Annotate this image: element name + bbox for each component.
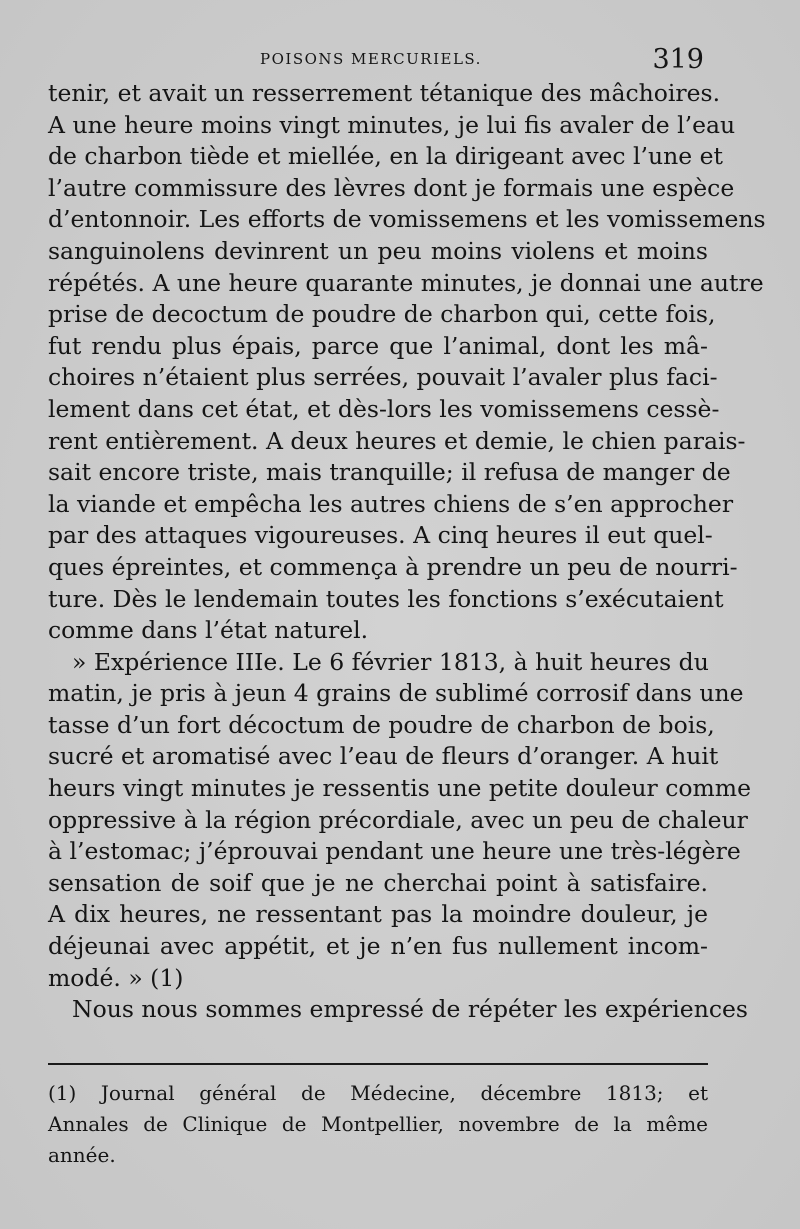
footnote-line: Annales de Clinique de Montpellier, novembre de la même <box>48 1112 708 1136</box>
text-line: sanguinolens devinrent un peu moins violens et moins <box>48 236 708 265</box>
text-line: répétés. A une heure quarante minutes, je donnai une autre <box>48 268 764 297</box>
text-line: heurs vingt minutes je ressentis une petite douleur comme <box>48 774 751 803</box>
text-line: matin, je pris à jeun 4 grains de sublimé corrosif dans une <box>48 679 744 708</box>
page-number: 319 <box>652 44 704 75</box>
text-line: de charbon tiède et miellée, en la dirigeant avec l’une et <box>48 142 723 171</box>
text-line: tenir, et avait un resserrement tétanique des mâchoires. <box>48 79 721 107</box>
footnote <box>48 1078 708 1171</box>
text-line: rent entièrement. A deux heures et demie, le chien parais- <box>48 426 746 455</box>
text-line: sait encore triste, mais tranquille; il refusa de manger de <box>48 458 731 487</box>
text-line: choires n’étaient plus serrées, pouvait l’avaler plus faci- <box>48 363 718 392</box>
text-line: fut rendu plus épais, parce que l’animal, dont les mâ- <box>48 331 708 360</box>
text-line: ture. Dès le lendemain toutes les fonctions s’exécutaient <box>48 584 724 613</box>
text-line: à l’estomac; j’éprouvai pendant une heure une très-légère <box>48 837 741 866</box>
text-line: A dix heures, ne ressentant pas la moindre douleur, je <box>48 900 708 929</box>
body-text <box>48 78 766 1026</box>
text-line: prise de decoctum de poudre de charbon qui, cette fois, <box>48 300 716 329</box>
text-line: ques épreintes, et commença à prendre un peu de nourri- <box>48 552 738 581</box>
footnote-line: (1) Journal général de Médecine, décembre 1813; et <box>48 1081 708 1105</box>
text-line: oppressive à la région précordiale, avec un peu de chaleur <box>48 805 748 834</box>
text-line: A une heure moins vingt minutes, je lui fis avaler de l’eau <box>48 110 736 139</box>
text-line: déjeunai avec appétit, et je n’en fus nullement incom- <box>48 932 708 961</box>
text-line: par des attaques vigoureuses. A cinq heures il eut quel- <box>48 521 713 550</box>
running-head: POISONS MERCURIELS. <box>260 50 482 68</box>
text-line: comme dans l’état naturel. <box>48 616 369 645</box>
footnote-rule <box>48 1063 708 1065</box>
text-line: tasse d’un fort décoctum de poudre de charbon de bois, <box>48 710 715 739</box>
text-line: sucré et aromatisé avec l’eau de fleurs d’oranger. A huit <box>48 742 719 771</box>
footnote-line: année. <box>48 1143 116 1167</box>
text-line: lement dans cet état, et dès-lors les vomissemens cessè- <box>48 394 720 423</box>
text-line: » Expérience IIIe. Le 6 février 1813, à huit heures du <box>72 647 709 676</box>
text-line: modé. » (1) <box>48 963 184 992</box>
text-line: d’entonnoir. Les efforts de vomissemens et les vomissemens <box>48 205 766 234</box>
text-line: Nous nous sommes empressé de répéter les expériences <box>72 995 748 1024</box>
text-line: la viande et empêcha les autres chiens de s’en approcher <box>48 489 734 518</box>
text-line: l’autre commissure des lèvres dont je formais une espèce <box>48 173 735 202</box>
text-line: sensation de soif que je ne cherchai point à satisfaire. <box>48 868 708 897</box>
